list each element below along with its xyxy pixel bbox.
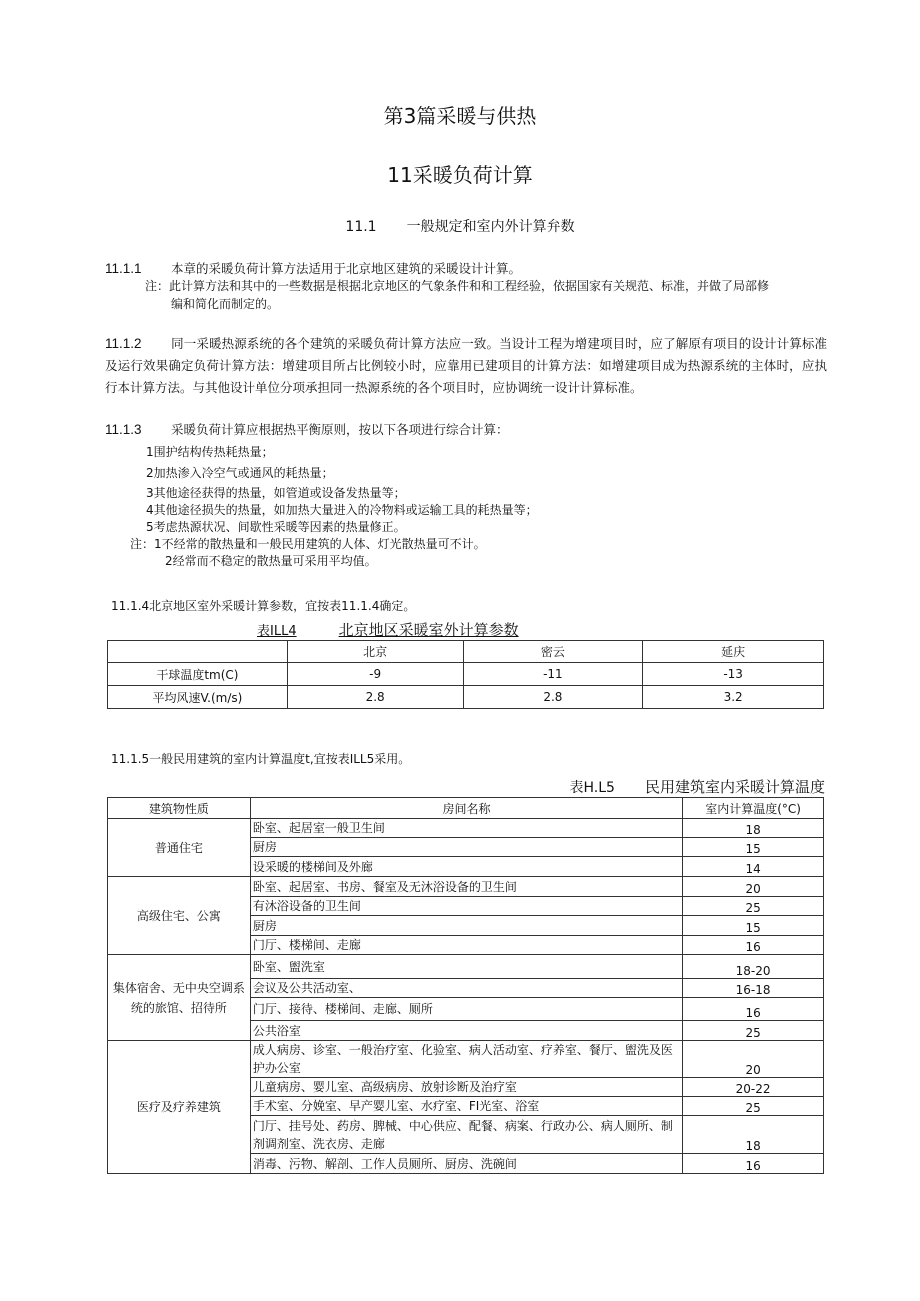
header-cell: 北京 (287, 641, 463, 663)
table-header-row (108, 798, 824, 819)
clause-text: 本章的采暖负荷计算方法适用于北京地区建筑的采暖设计计算。 (171, 261, 522, 276)
temperature-cell: 25 (683, 897, 824, 916)
table-header-row (108, 641, 824, 663)
clause-11-1-5: 11.1.5一般民用建筑的室内计算温度t,宜按表ILL5采用。 (111, 752, 411, 766)
room-name-cell: 卧室、起居室、书房、餐室及无沐浴设备的卫生间 (250, 877, 682, 897)
clause-11-1-2 (105, 333, 827, 399)
temperature-cell: 15 (683, 916, 824, 936)
table-row (108, 877, 824, 897)
temperature-cell: 14 (683, 857, 824, 877)
temperature-cell: 18 (683, 1116, 824, 1154)
section-text: 一般规定和室内外计算弁数 (406, 219, 575, 235)
room-name-cell: 门厅、接待、楼梯间、走廊、厕所 (250, 998, 682, 1021)
section-title (0, 216, 920, 236)
temperature-cell: 20 (683, 1041, 824, 1078)
room-name-cell: 卧室、盥洗室 (250, 955, 682, 979)
building-type-cell: 高级住宅、公寓 (108, 877, 251, 955)
cell: 3.2 (643, 686, 824, 709)
building-type-cell: 普通住宅 (108, 819, 251, 877)
cell: -13 (643, 663, 824, 686)
cell: -9 (287, 663, 463, 686)
cell: 2.8 (463, 686, 643, 709)
temperature-cell: 16 (683, 1154, 824, 1174)
room-name-cell: 厨房 (250, 838, 682, 857)
row-label: 干球温度tm(C) (108, 663, 288, 686)
table-row (108, 1041, 824, 1078)
table-outdoor-params (107, 640, 824, 709)
table1-caption (257, 619, 519, 640)
table2-caption-title: 民用建筑室内采暖计算温度 (644, 778, 825, 796)
room-name-cell: 会议及公共活动室、 (250, 979, 682, 998)
table-row (108, 955, 824, 979)
room-name-cell: 儿童病房、婴儿室、高级病房、放射诊断及治疗室 (250, 1078, 682, 1097)
clause-11-1-3 (105, 420, 509, 438)
table-row (108, 663, 824, 686)
header-cell: 室内计算温度(°C) (683, 798, 824, 819)
header-cell: 延庆 (643, 641, 824, 663)
row-label: 平均风速V.(m∕s) (108, 686, 288, 709)
clause-text: 同一采暖热源系统的各个建筑的采暖负荷计算方法应一致。当设计工程为增建项目时，应了解原有项目的设计计算标准及运行效果确定负荷计算方法：增建项目所占比例较小时，应靠用已建项目的计算方法：如增建项目成为热源系统的主体时，应执行本计算方法。与其他设计单位分项承担同一热源系统的各个项目时，应协调统一设计计算标准。 (105, 336, 827, 395)
temperature-cell: 20 (683, 877, 824, 897)
clause-note-cont: 编和简化而制定的。 (171, 297, 280, 311)
clause-text: 采暖负荷计算应根据热平衡原则，按以下各项进行综合计算： (171, 422, 509, 437)
header-cell: 密云 (463, 641, 643, 663)
section-number: 11.1 (345, 219, 377, 235)
building-type-cell: 集体宿舍、无中央空调系统的旅馆、招待所 (108, 955, 251, 1041)
temperature-cell: 25 (683, 1097, 824, 1116)
temperature-cell: 18-20 (683, 955, 824, 979)
table2-caption (570, 776, 825, 797)
room-name-cell: 消毒、污物、解剖、工作人员厕所、厨房、洗碗间 (250, 1154, 682, 1174)
room-name-cell: 公共浴室 (250, 1021, 682, 1041)
cell: 2.8 (287, 686, 463, 709)
room-name-cell: 门厅、挂号处、药房、脾械、中心供应、配餐、病案、行政办公、病人厕所、制剂调剂室、洗衣房、走廊 (250, 1116, 682, 1154)
clause-number: 11.1.3 (105, 422, 142, 437)
temperature-cell: 16 (683, 936, 824, 955)
temperature-cell: 18 (683, 819, 824, 838)
clause-number: 11.1.1 (105, 261, 142, 276)
room-name-cell: 厨房 (250, 916, 682, 936)
cell: -11 (463, 663, 643, 686)
table1-caption-title: 北京地区采暖室外计算参数 (338, 621, 519, 639)
header-cell (108, 641, 288, 663)
temperature-cell: 20-22 (683, 1078, 824, 1097)
header-cell: 房间名称 (250, 798, 682, 819)
note: 2经常而不稳定的散热量可采用平均值。 (165, 554, 377, 568)
temperature-cell: 15 (683, 838, 824, 857)
building-type-cell: 医疗及疗养建筑 (108, 1041, 251, 1174)
room-name-cell: 门厅、楼梯间、走廊 (250, 936, 682, 955)
table-row (108, 819, 824, 838)
list-item: 3其他途径获得的热量，如管道或设备发热量等； (146, 486, 406, 500)
list-item: 4其他途径损失的热量，如加热大量进入的冷物料或运输工具的耗热量等； (146, 503, 538, 517)
header-cell: 建筑物性质 (108, 798, 251, 819)
table2-caption-number: 表H.L5 (569, 780, 615, 796)
chapter-title: 11采暖负荷计算 (387, 163, 533, 187)
temperature-cell: 16 (683, 998, 824, 1021)
table-row (108, 686, 824, 709)
list-item: 5考虑热源状况、间歇性采暖等因素的热量修正。 (146, 520, 406, 534)
note: 注：1不经常的散热量和一般民用建筑的人体、灯光散热量可不计。 (130, 537, 486, 551)
room-name-cell: 有沐浴设备的卫生间 (250, 897, 682, 916)
list-item: 2加热渗入冷空气或通风的耗热量； (146, 466, 334, 480)
table-indoor-temps (107, 797, 824, 1174)
clause-11-1-1 (105, 259, 521, 277)
clause-note: 注：此计算方法和其中的一些数据是根据北京地区的气象条件和和工程经验，依据国家有关规范、标准，并做了局部修 (145, 279, 770, 293)
list-item: 1围护结构传热耗热量； (146, 445, 274, 459)
room-name-cell: 卧室、起居室一般卫生间 (250, 819, 682, 838)
table1-caption-number: 表ILL4 (257, 624, 297, 639)
room-name-cell: 设采暖的楼梯间及外廊 (250, 857, 682, 877)
room-name-cell: 成人病房、诊室、一般治疗室、化验室、病人活动室、疗养室、餐厅、盥洗及医护办公室 (250, 1041, 682, 1078)
temperature-cell: 16-18 (683, 979, 824, 998)
clause-11-1-4: 11.1.4北京地区室外采暖计算参数，宜按表11.1.4确定。 (111, 599, 416, 613)
part-title: 第3篇采暖与供热 (383, 104, 537, 128)
temperature-cell: 25 (683, 1021, 824, 1041)
clause-number: 11.1.2 (105, 336, 142, 351)
room-name-cell: 手术室、分娩室、早产婴儿室、水疗室、FI光室、浴室 (250, 1097, 682, 1116)
